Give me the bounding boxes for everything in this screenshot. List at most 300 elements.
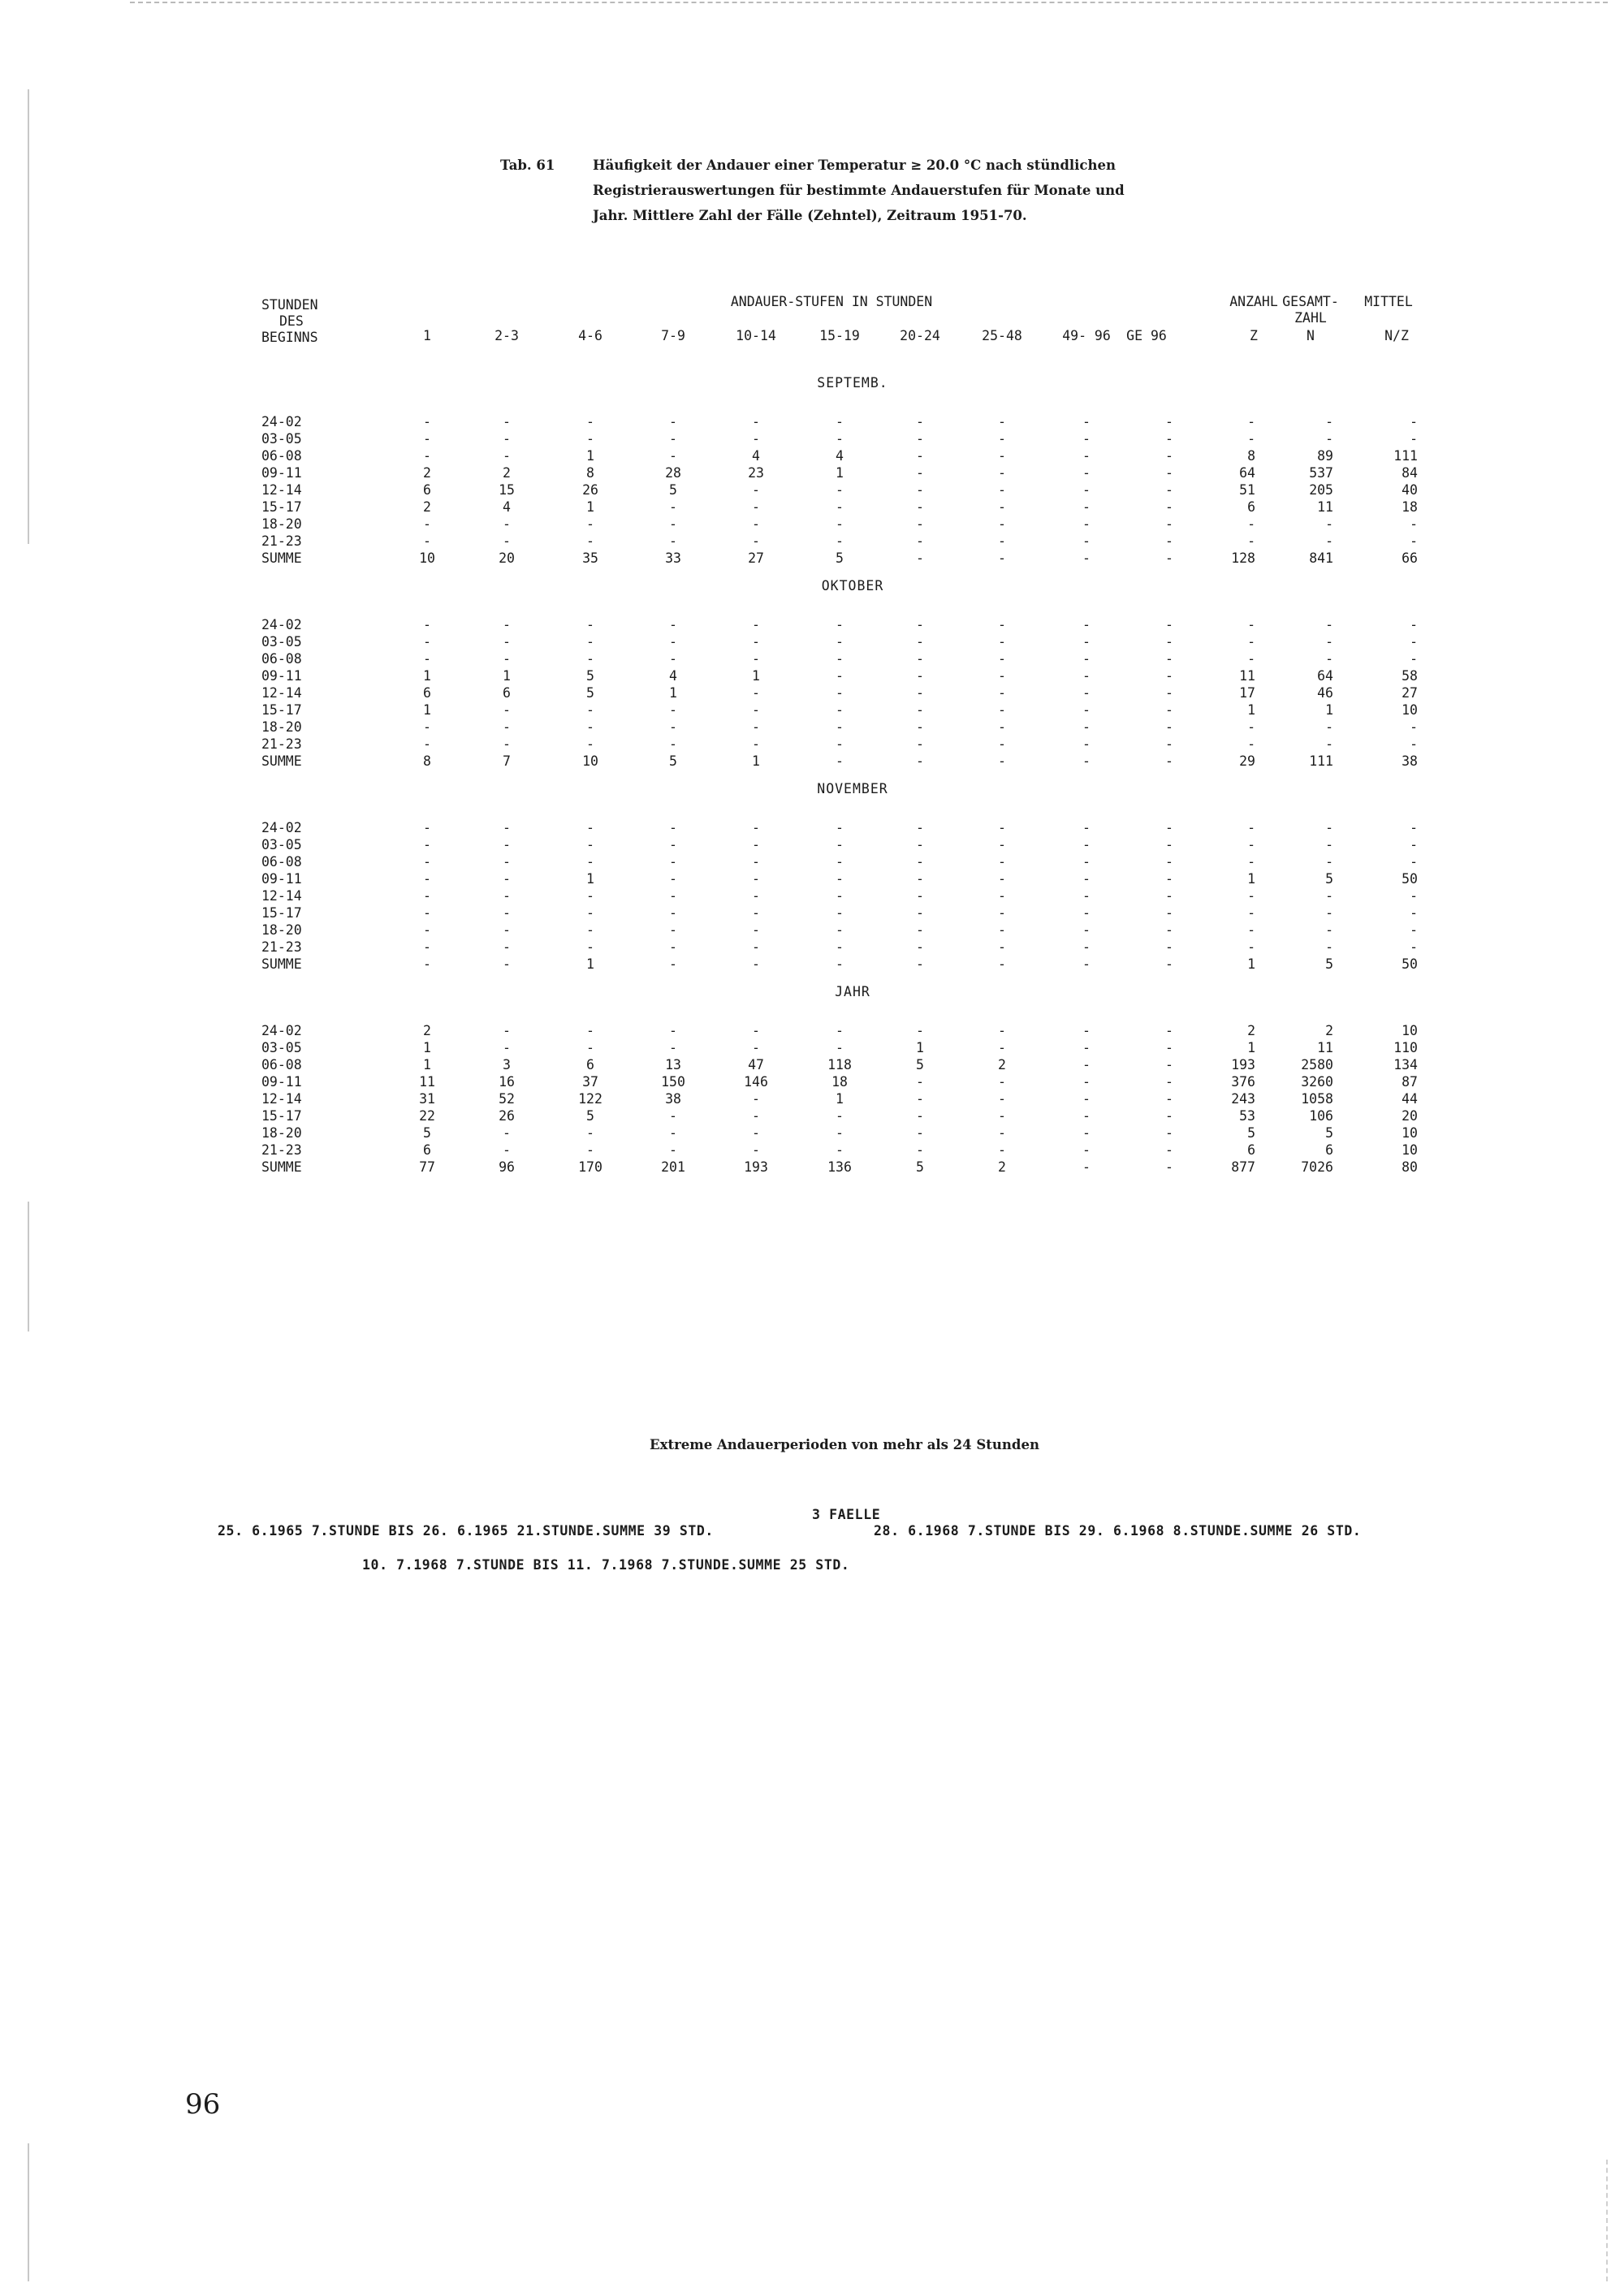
row-label: SUMME <box>261 1159 302 1175</box>
table-cell: 170 <box>578 1159 603 1175</box>
table-cell: 10 <box>1402 702 1418 718</box>
table-cell: 50 <box>1402 956 1418 972</box>
table-cell: 87 <box>1402 1074 1418 1090</box>
table-cell: 111 <box>1393 448 1418 464</box>
table-cell: - <box>1247 719 1255 735</box>
table-cell: - <box>916 533 924 549</box>
table-cell: - <box>1165 956 1173 972</box>
table-cell: 1058 <box>1301 1091 1333 1107</box>
table-cell: - <box>1247 651 1255 667</box>
table-cell: - <box>586 905 594 921</box>
table-cell: 122 <box>578 1091 603 1107</box>
table-cell: - <box>1247 414 1255 429</box>
row-label: 21-23 <box>261 533 302 549</box>
table-cell: - <box>998 1091 1006 1107</box>
table-cell: - <box>669 956 677 972</box>
table-cell: - <box>1410 888 1418 904</box>
table-cell: - <box>669 516 677 532</box>
table-cell: - <box>586 414 594 429</box>
table-cell: 4 <box>752 448 760 464</box>
row-header-line: STUNDEN <box>261 297 318 313</box>
table-cell: - <box>1165 736 1173 752</box>
table-cell: - <box>1082 431 1091 447</box>
table-cell: - <box>1082 939 1091 955</box>
table-cell: 877 <box>1231 1159 1255 1175</box>
table-cell: - <box>669 837 677 852</box>
table-cell: - <box>1325 905 1333 921</box>
table-cell: - <box>586 719 594 735</box>
table-cell: - <box>1082 736 1091 752</box>
table-cell: - <box>1165 685 1173 701</box>
table-cell: 37 <box>582 1074 598 1090</box>
table-cell: - <box>916 448 924 464</box>
table-cell: - <box>669 922 677 938</box>
table-cell: - <box>586 837 594 852</box>
table-cell: - <box>1325 820 1333 835</box>
table-cell: - <box>1410 533 1418 549</box>
table-cell: 46 <box>1317 685 1333 701</box>
table-cell: 110 <box>1393 1040 1418 1055</box>
stufe-header: GE 96 <box>1126 328 1167 343</box>
table-cell: - <box>1410 922 1418 938</box>
table-cell: 841 <box>1309 550 1333 566</box>
table-cell: - <box>1325 939 1333 955</box>
table-cell: - <box>998 753 1006 769</box>
table-cell: - <box>836 736 844 752</box>
row-label: 03-05 <box>261 431 302 447</box>
table-cell: - <box>752 685 760 701</box>
table-cell: 2580 <box>1301 1057 1333 1072</box>
table-cell: 4 <box>503 499 511 515</box>
table-cell: - <box>669 702 677 718</box>
table-cell: - <box>998 482 1006 498</box>
table-cell: - <box>503 922 511 938</box>
stufe-header: 2-3 <box>495 328 519 343</box>
table-cell: 28 <box>665 465 681 481</box>
table-cell: - <box>1082 533 1091 549</box>
table-cell: - <box>1082 1108 1091 1124</box>
table-cell: - <box>669 634 677 650</box>
table-cell: - <box>752 1091 760 1107</box>
caption-line: Häufigkeit der Andauer einer Temperatur ≥ 20.0 °C nach stündlichen <box>593 158 1116 173</box>
table-cell: - <box>423 939 431 955</box>
table-cell: 8 <box>423 753 431 769</box>
table-cell: - <box>752 1023 760 1038</box>
table-cell: - <box>1082 465 1091 481</box>
table-cell: - <box>503 1023 511 1038</box>
table-cell: - <box>1325 533 1333 549</box>
table-cell: 4 <box>669 668 677 684</box>
table-cell: 1 <box>752 668 760 684</box>
table-cell: - <box>1410 634 1418 650</box>
table-cell: 1 <box>423 1057 431 1072</box>
table-cell: - <box>836 871 844 887</box>
table-cell: - <box>503 617 511 632</box>
table-cell: 5 <box>1247 1125 1255 1141</box>
table-cell: - <box>836 837 844 852</box>
table-cell: - <box>752 414 760 429</box>
table-cell: - <box>586 888 594 904</box>
table-cell: - <box>836 939 844 955</box>
table-cell: - <box>752 516 760 532</box>
table-cell: - <box>916 465 924 481</box>
table-cell: 5 <box>586 668 594 684</box>
table-cell: - <box>1410 617 1418 632</box>
table-cell: - <box>669 1142 677 1158</box>
row-label: SUMME <box>261 753 302 769</box>
table-cell: 201 <box>661 1159 685 1175</box>
table-cell: - <box>836 414 844 429</box>
table-cell: - <box>1082 820 1091 835</box>
table-cell: - <box>1165 1057 1173 1072</box>
table-cell: - <box>1325 651 1333 667</box>
table-cell: - <box>916 956 924 972</box>
table-cell: 118 <box>827 1057 852 1072</box>
table-cell: 11 <box>1317 1040 1333 1055</box>
table-cell: 26 <box>499 1108 515 1124</box>
table-cell: - <box>916 634 924 650</box>
row-label: 18-20 <box>261 719 302 735</box>
table-cell: - <box>998 854 1006 870</box>
row-label: 18-20 <box>261 922 302 938</box>
table-cell: - <box>586 702 594 718</box>
table-cell: - <box>1082 668 1091 684</box>
table-cell: - <box>586 1040 594 1055</box>
row-label: SUMME <box>261 550 302 566</box>
section-title: OKTOBER <box>821 578 884 593</box>
row-label: 12-14 <box>261 685 302 701</box>
table-cell: - <box>1165 1074 1173 1090</box>
column-group-title: ANDAUER-STUFEN IN STUNDEN <box>730 294 933 309</box>
table-cell: 6 <box>423 482 431 498</box>
table-cell: - <box>916 516 924 532</box>
table-cell: - <box>998 617 1006 632</box>
table-cell: 1 <box>503 668 511 684</box>
table-cell: - <box>423 888 431 904</box>
table-cell: 10 <box>419 550 435 566</box>
margin-mark <box>1606 2160 1608 2281</box>
table-cell: - <box>423 820 431 835</box>
table-cell: - <box>752 702 760 718</box>
table-cell: - <box>1165 431 1173 447</box>
table-cell: 2 <box>1325 1023 1333 1038</box>
table-cell: - <box>916 499 924 515</box>
table-cell: - <box>916 1023 924 1038</box>
table-cell: - <box>423 905 431 921</box>
table-cell: - <box>1325 922 1333 938</box>
table-cell: 66 <box>1402 550 1418 566</box>
table-cell: - <box>423 871 431 887</box>
table-cell: 193 <box>744 1159 768 1175</box>
table-cell: - <box>752 1040 760 1055</box>
table-cell: - <box>752 651 760 667</box>
table-cell: - <box>752 837 760 852</box>
table-cell: - <box>1082 1074 1091 1090</box>
table-cell: - <box>998 719 1006 735</box>
table-cell: - <box>752 634 760 650</box>
table-cell: - <box>1165 1023 1173 1038</box>
table-cell: 29 <box>1239 753 1255 769</box>
table-cell: - <box>1082 499 1091 515</box>
table-cell: 16 <box>499 1074 515 1090</box>
table-cell: - <box>916 550 924 566</box>
table-cell: - <box>669 871 677 887</box>
table-cell: - <box>1410 820 1418 835</box>
table-cell: - <box>752 905 760 921</box>
table-cell: - <box>586 1023 594 1038</box>
table-cell: - <box>586 854 594 870</box>
table-cell: 376 <box>1231 1074 1255 1090</box>
table-cell: - <box>916 871 924 887</box>
table-cell: 40 <box>1402 482 1418 498</box>
table-cell: - <box>916 922 924 938</box>
extreme-period: 25. 6.1965 7.STUNDE BIS 26. 6.1965 21.STUNDE.SUMME 39 STD. <box>218 1523 714 1539</box>
table-cell: 5 <box>669 482 677 498</box>
table-cell: - <box>916 753 924 769</box>
table-cell: - <box>1082 617 1091 632</box>
table-cell: - <box>1082 550 1091 566</box>
table-cell: - <box>916 482 924 498</box>
row-label: 15-17 <box>261 1108 302 1124</box>
table-cell: 10 <box>1402 1023 1418 1038</box>
row-label: 12-14 <box>261 482 302 498</box>
table-cell: 136 <box>827 1159 852 1175</box>
table-cell: - <box>1082 719 1091 735</box>
table-cell: - <box>669 820 677 835</box>
table-cell: - <box>836 431 844 447</box>
row-label: 09-11 <box>261 465 302 481</box>
table-cell: - <box>836 482 844 498</box>
table-cell: 11 <box>1239 668 1255 684</box>
table-cell: - <box>836 905 844 921</box>
table-cell: 64 <box>1239 465 1255 481</box>
table-cell: - <box>1082 1057 1091 1072</box>
table-cell: - <box>669 719 677 735</box>
table-cell: 2 <box>998 1159 1006 1175</box>
table-cell: - <box>586 1125 594 1141</box>
table-cell: - <box>916 1125 924 1141</box>
table-cell: - <box>1082 753 1091 769</box>
table-cell: - <box>669 1125 677 1141</box>
table-cell: - <box>1410 837 1418 852</box>
table-cell: - <box>998 1074 1006 1090</box>
table-cell: - <box>1082 837 1091 852</box>
margin-mark <box>28 1202 29 1331</box>
table-cell: - <box>669 431 677 447</box>
row-label: 15-17 <box>261 499 302 515</box>
row-label: 24-02 <box>261 414 302 429</box>
table-cell: - <box>998 905 1006 921</box>
table-cell: 8 <box>1247 448 1255 464</box>
table-cell: - <box>752 871 760 887</box>
row-label: 21-23 <box>261 939 302 955</box>
table-cell: 5 <box>1325 956 1333 972</box>
table-cell: - <box>916 820 924 835</box>
table-cell: - <box>586 820 594 835</box>
table-cell: - <box>1247 854 1255 870</box>
table-cell: - <box>916 905 924 921</box>
table-cell: 128 <box>1231 550 1255 566</box>
table-cell: - <box>1410 736 1418 752</box>
table-number: Tab. 61 <box>500 158 555 173</box>
row-label: 21-23 <box>261 1142 302 1158</box>
stufe-header: 4-6 <box>578 328 603 343</box>
table-cell: - <box>1410 431 1418 447</box>
table-cell: - <box>916 617 924 632</box>
table-cell: - <box>1082 1142 1091 1158</box>
table-cell: 10 <box>1402 1142 1418 1158</box>
table-cell: - <box>1165 820 1173 835</box>
table-cell: - <box>1165 719 1173 735</box>
table-cell: - <box>916 939 924 955</box>
table-cell: - <box>998 888 1006 904</box>
table-cell: - <box>1410 905 1418 921</box>
table-cell: - <box>586 922 594 938</box>
page-number: 96 <box>185 2088 221 2121</box>
table-cell: 17 <box>1239 685 1255 701</box>
table-cell: - <box>503 837 511 852</box>
table-cell: 1 <box>586 499 594 515</box>
table-cell: 5 <box>1325 871 1333 887</box>
table-cell: - <box>836 1023 844 1038</box>
table-cell: - <box>916 668 924 684</box>
mittel-header-symbol: N/Z <box>1384 328 1409 343</box>
table-cell: - <box>836 533 844 549</box>
extreme-title: Extreme Andauerperioden von mehr als 24 Stunden <box>650 1437 1039 1452</box>
row-label: 03-05 <box>261 837 302 852</box>
table-cell: - <box>669 1023 677 1038</box>
table-cell: - <box>1165 465 1173 481</box>
table-cell: - <box>916 431 924 447</box>
table-cell: - <box>836 719 844 735</box>
table-cell: - <box>752 956 760 972</box>
table-cell: - <box>423 431 431 447</box>
table-cell: - <box>1165 448 1173 464</box>
table-cell: - <box>503 1142 511 1158</box>
table-cell: - <box>1165 1142 1173 1158</box>
anzahl-header: ANZAHL <box>1229 294 1278 309</box>
table-cell: - <box>669 533 677 549</box>
margin-mark <box>28 89 29 544</box>
table-cell: - <box>669 414 677 429</box>
table-cell: - <box>1082 1091 1091 1107</box>
row-label: 06-08 <box>261 651 302 667</box>
table-cell: - <box>836 668 844 684</box>
row-header-line: BEGINNS <box>261 330 318 345</box>
stufe-header: 49- 96 <box>1062 328 1111 343</box>
table-cell: - <box>586 634 594 650</box>
table-cell: 193 <box>1231 1057 1255 1072</box>
table-cell: - <box>1082 702 1091 718</box>
table-cell: - <box>998 939 1006 955</box>
row-label: 06-08 <box>261 854 302 870</box>
table-cell: - <box>1165 414 1173 429</box>
caption-text <box>593 153 1315 228</box>
table-cell: - <box>1082 651 1091 667</box>
table-cell: - <box>1165 939 1173 955</box>
table-cell: - <box>1165 634 1173 650</box>
table-cell: 6 <box>423 1142 431 1158</box>
table-cell: - <box>836 888 844 904</box>
table-cell: 84 <box>1402 465 1418 481</box>
table-cell: - <box>1165 888 1173 904</box>
table-cell: - <box>1165 702 1173 718</box>
table-cell: 26 <box>582 482 598 498</box>
table-cell: - <box>503 736 511 752</box>
table-cell: - <box>1247 888 1255 904</box>
table-cell: - <box>998 1040 1006 1055</box>
table-cell: - <box>836 634 844 650</box>
stufe-header: 15-19 <box>819 328 860 343</box>
table-cell: - <box>586 1142 594 1158</box>
table-cell: - <box>1247 634 1255 650</box>
table-cell: 111 <box>1309 753 1333 769</box>
table-cell: 1 <box>669 685 677 701</box>
table-cell: - <box>836 854 844 870</box>
table-cell: - <box>752 888 760 904</box>
table-cell: - <box>1325 431 1333 447</box>
table-cell: - <box>998 431 1006 447</box>
table-cell: - <box>998 516 1006 532</box>
row-label: SUMME <box>261 956 302 972</box>
table-cell: - <box>1247 736 1255 752</box>
table-cell: 6 <box>1247 1142 1255 1158</box>
table-cell: - <box>752 736 760 752</box>
row-label: 03-05 <box>261 1040 302 1055</box>
caption-line: Registrierauswertungen für bestimmte Andauerstufen für Monate und <box>593 183 1125 198</box>
table-cell: - <box>998 702 1006 718</box>
table-cell: - <box>1325 414 1333 429</box>
table-cell: - <box>916 414 924 429</box>
table-cell: - <box>916 651 924 667</box>
table-cell: 6 <box>1325 1142 1333 1158</box>
table-cell: - <box>1247 939 1255 955</box>
table-cell: - <box>586 431 594 447</box>
table-cell: - <box>916 1091 924 1107</box>
table-cell: 1 <box>1247 702 1255 718</box>
table-cell: 77 <box>419 1159 435 1175</box>
table-cell: 18 <box>1402 499 1418 515</box>
table-cell: 5 <box>836 550 844 566</box>
table-cell: 5 <box>423 1125 431 1141</box>
table-cell: - <box>1410 516 1418 532</box>
table-cell: - <box>669 854 677 870</box>
table-cell: - <box>1165 753 1173 769</box>
table-cell: - <box>503 888 511 904</box>
table-cell: - <box>669 499 677 515</box>
table-cell: 64 <box>1317 668 1333 684</box>
section-title: SEPTEMB. <box>817 375 888 391</box>
table-cell: - <box>998 448 1006 464</box>
table-cell: 27 <box>748 550 764 566</box>
row-label: 15-17 <box>261 702 302 718</box>
top-edge-rule <box>130 2 1608 3</box>
table-cell: - <box>1247 617 1255 632</box>
table-cell: - <box>1410 939 1418 955</box>
table-cell: - <box>1247 516 1255 532</box>
table-cell: - <box>503 702 511 718</box>
table-cell: - <box>998 668 1006 684</box>
table-cell: - <box>1082 888 1091 904</box>
table-cell: 2 <box>423 1023 431 1038</box>
table-cell: - <box>1165 837 1173 852</box>
caption-line: Jahr. Mittlere Zahl der Fälle (Zehntel), Zeitraum 1951-70. <box>593 208 1027 223</box>
table-cell: 38 <box>665 1091 681 1107</box>
table-cell: 5 <box>586 1108 594 1124</box>
table-cell: - <box>1247 837 1255 852</box>
table-cell: - <box>1165 668 1173 684</box>
table-cell: 18 <box>831 1074 848 1090</box>
